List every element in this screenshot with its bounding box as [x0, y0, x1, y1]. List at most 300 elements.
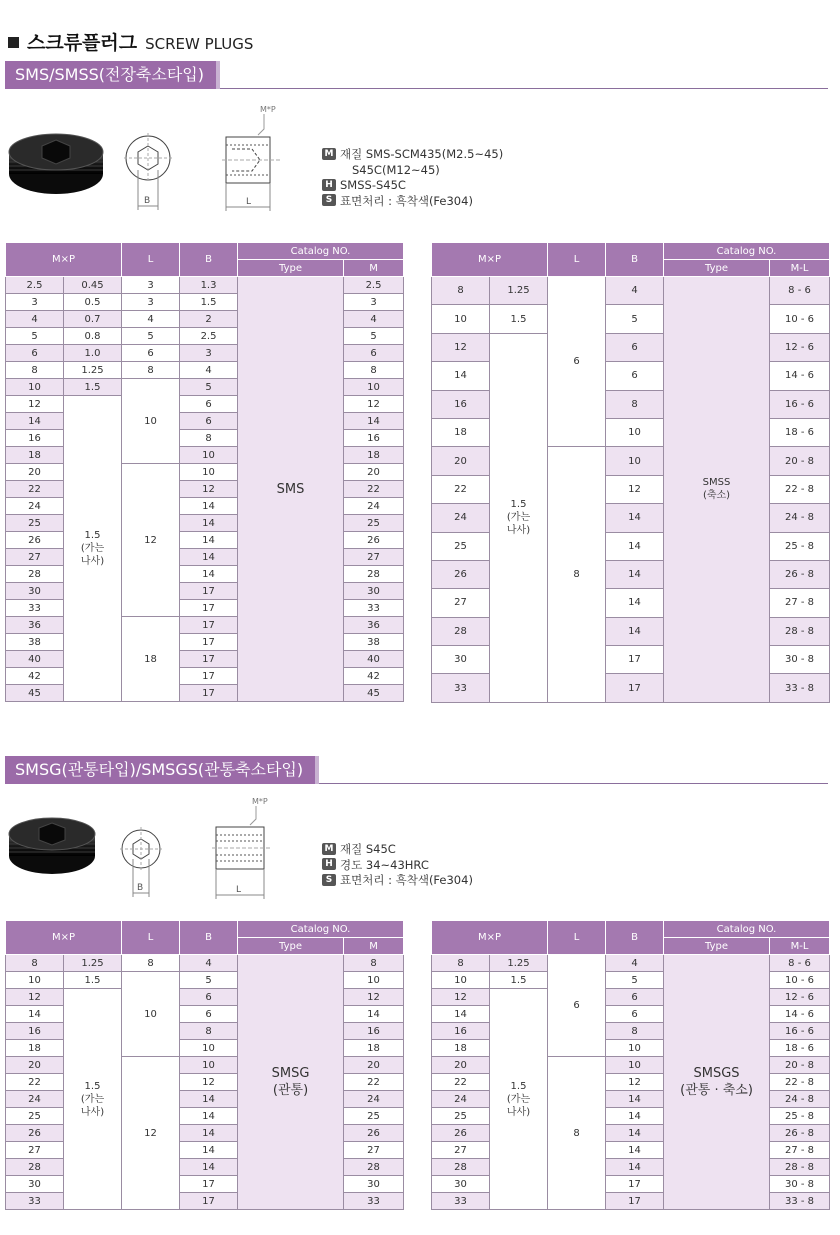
table-row [6, 989, 404, 1006]
cell-b: 6 [606, 333, 664, 361]
cell-m: 8 [6, 955, 64, 972]
cell-m: 10 [6, 379, 64, 396]
cell-catalog: 30 - 8 [770, 646, 830, 674]
col-header-b: B [606, 243, 664, 277]
cell-catalog: 12 [344, 396, 404, 413]
cell-b: 1.5 [180, 294, 238, 311]
section1-spec-list [322, 147, 503, 209]
cell-b: 14 [606, 617, 664, 645]
cell-l: 3 [122, 294, 180, 311]
cell-pitch-group: 1.5 (가는 나사) [64, 396, 122, 702]
section2-label: SMSG(관통타입)/SMSGS(관통축소타입) [5, 756, 315, 784]
cell-m: 22 [432, 1074, 490, 1091]
cell-catalog: 16 [344, 430, 404, 447]
cell-type: SMS [238, 277, 344, 702]
spec-row [322, 194, 503, 210]
cell-b: 14 [180, 515, 238, 532]
cell-b: 14 [180, 566, 238, 583]
material-badge: M [322, 843, 336, 855]
cell-catalog: 33 - 8 [770, 1193, 830, 1210]
cell-b: 10 [606, 447, 664, 475]
spec-row [322, 178, 503, 194]
cell-l: 12 [122, 1057, 180, 1210]
cell-m: 14 [6, 1006, 64, 1023]
cell-l: 4 [122, 311, 180, 328]
cell-b: 12 [180, 481, 238, 498]
cell-catalog: 16 - 6 [770, 1023, 830, 1040]
cell-catalog: 28 [344, 566, 404, 583]
cell-m: 24 [432, 504, 490, 532]
cell-m: 16 [432, 1023, 490, 1040]
cell-catalog: 28 [344, 1159, 404, 1176]
cell-b: 14 [606, 1159, 664, 1176]
cell-b: 8 [606, 390, 664, 418]
cell-catalog: 33 - 8 [770, 674, 830, 702]
cell-m: 24 [6, 1091, 64, 1108]
table-row [432, 972, 830, 989]
material-badge: M [322, 148, 336, 160]
col-header-type: Type [664, 260, 770, 277]
cell-b: 12 [606, 1074, 664, 1091]
cell-b: 6 [606, 1006, 664, 1023]
cell-type: SMSG (관통) [238, 955, 344, 1210]
cell-catalog: 18 - 6 [770, 418, 830, 446]
cell-b: 4 [606, 955, 664, 972]
cell-m: 26 [6, 1125, 64, 1142]
cell-m: 5 [6, 328, 64, 345]
cell-b: 6 [606, 362, 664, 390]
cell-b: 8 [606, 1023, 664, 1040]
cell-m: 22 [6, 1074, 64, 1091]
cell-pitch: 1.25 [64, 955, 122, 972]
table-row [6, 277, 404, 294]
cell-pitch: 1.5 [64, 972, 122, 989]
cell-l: 10 [122, 379, 180, 464]
cell-catalog: 5 [344, 328, 404, 345]
hardness-badge: H [322, 858, 336, 870]
cell-m: 26 [432, 1125, 490, 1142]
title-bullet-icon [8, 37, 19, 48]
cell-m: 24 [432, 1091, 490, 1108]
cell-b: 14 [180, 1125, 238, 1142]
table-row [432, 333, 830, 361]
cell-m: 18 [432, 1040, 490, 1057]
cell-m: 18 [432, 418, 490, 446]
section1-dim-l: L [246, 197, 252, 207]
cell-m: 28 [432, 1159, 490, 1176]
spec-row [322, 842, 473, 858]
cell-catalog: 3 [344, 294, 404, 311]
page-title-english: SCREW PLUGS [145, 35, 254, 53]
cell-catalog: 12 [344, 989, 404, 1006]
cell-m: 27 [432, 589, 490, 617]
surface-badge: S [322, 194, 336, 206]
cell-catalog: 27 [344, 549, 404, 566]
cell-catalog: 30 [344, 1176, 404, 1193]
section1-header [5, 61, 828, 89]
cell-catalog: 14 - 6 [770, 1006, 830, 1023]
table-row [432, 989, 830, 1006]
cell-catalog: 27 - 8 [770, 589, 830, 617]
cell-m: 25 [432, 1108, 490, 1125]
table-row [6, 955, 404, 972]
cell-m: 38 [6, 634, 64, 651]
cell-catalog: 36 [344, 617, 404, 634]
cell-catalog: 26 - 8 [770, 560, 830, 588]
table-row [432, 955, 830, 972]
cell-catalog: 24 [344, 498, 404, 515]
table-row [6, 294, 404, 311]
spec-row [322, 873, 473, 889]
cell-b: 14 [180, 1142, 238, 1159]
cell-b: 17 [606, 646, 664, 674]
table-row [6, 328, 404, 345]
cell-catalog: 25 [344, 1108, 404, 1125]
sms-table [5, 242, 404, 702]
cell-b: 14 [606, 560, 664, 588]
section1-product-photo-icon [6, 128, 106, 196]
cell-m: 30 [432, 646, 490, 674]
cell-b: 14 [180, 1108, 238, 1125]
cell-catalog: 22 - 8 [770, 475, 830, 503]
cell-m: 4 [6, 311, 64, 328]
cell-b: 2.5 [180, 328, 238, 345]
cell-b: 10 [180, 1040, 238, 1057]
cell-catalog: 24 - 8 [770, 1091, 830, 1108]
cell-catalog: 18 [344, 447, 404, 464]
cell-m: 40 [6, 651, 64, 668]
cell-catalog: 8 - 6 [770, 277, 830, 305]
col-header-mp: M×P [6, 921, 122, 955]
cell-l: 6 [122, 345, 180, 362]
section2-front-view-drawing [118, 825, 164, 899]
cell-catalog: 38 [344, 634, 404, 651]
cell-m: 3 [6, 294, 64, 311]
section1-dim-b: B [144, 196, 151, 206]
col-header-catalog: Catalog NO. [664, 921, 830, 938]
col-header-l: L [548, 243, 606, 277]
cell-catalog: 20 - 8 [770, 447, 830, 475]
cell-catalog: 10 [344, 972, 404, 989]
cell-catalog: 40 [344, 651, 404, 668]
col-header-type: Type [238, 938, 344, 955]
section1-side-view-drawing [222, 103, 284, 213]
cell-catalog: 8 [344, 955, 404, 972]
section2-dim-b: B [137, 883, 144, 893]
cell-m: 36 [6, 617, 64, 634]
cell-m: 20 [6, 464, 64, 481]
cell-m: 12 [6, 396, 64, 413]
cell-m: 22 [6, 481, 64, 498]
cell-b: 4 [180, 362, 238, 379]
cell-m: 27 [6, 549, 64, 566]
cell-l: 8 [122, 362, 180, 379]
cell-l: 10 [122, 972, 180, 1057]
cell-catalog: 14 [344, 413, 404, 430]
cell-m: 14 [432, 1006, 490, 1023]
smsg-table [5, 920, 404, 1210]
cell-m: 27 [432, 1142, 490, 1159]
cell-b: 10 [606, 1057, 664, 1074]
cell-m: 8 [432, 277, 490, 305]
cell-b: 1.3 [180, 277, 238, 294]
cell-m: 28 [432, 617, 490, 645]
cell-b: 8 [180, 430, 238, 447]
cell-catalog: 10 - 6 [770, 305, 830, 333]
section2-side-view-drawing [212, 795, 274, 901]
cell-m: 30 [432, 1176, 490, 1193]
cell-b: 5 [180, 379, 238, 396]
cell-b: 14 [180, 1159, 238, 1176]
hardness-badge: H [322, 179, 336, 191]
table-row [432, 277, 830, 305]
cell-b: 17 [180, 583, 238, 600]
cell-b: 17 [180, 617, 238, 634]
cell-catalog: 26 - 8 [770, 1125, 830, 1142]
cell-b: 14 [606, 589, 664, 617]
cell-b: 10 [180, 447, 238, 464]
cell-catalog: 25 - 8 [770, 1108, 830, 1125]
cell-m: 20 [432, 447, 490, 475]
cell-catalog: 33 [344, 600, 404, 617]
cell-m: 8 [6, 362, 64, 379]
cell-b: 12 [606, 475, 664, 503]
cell-catalog: 2.5 [344, 277, 404, 294]
page-title [8, 28, 253, 55]
cell-catalog: 20 - 8 [770, 1057, 830, 1074]
cell-b: 14 [606, 504, 664, 532]
spec-row [322, 163, 503, 179]
cell-m: 12 [432, 333, 490, 361]
cell-b: 17 [180, 1193, 238, 1210]
cell-pitch: 1.5 [64, 379, 122, 396]
col-header-mp: M×P [6, 243, 122, 277]
cell-pitch: 1.25 [490, 955, 548, 972]
cell-pitch: 0.7 [64, 311, 122, 328]
cell-m: 16 [6, 1023, 64, 1040]
cell-m: 22 [432, 475, 490, 503]
cell-catalog: 28 - 8 [770, 1159, 830, 1176]
spec-text: 경도 34~43HRC [340, 857, 429, 872]
cell-pitch-group: 1.5 (가는 나사) [490, 989, 548, 1210]
cell-m: 2.5 [6, 277, 64, 294]
cell-b: 14 [606, 1142, 664, 1159]
spec-text: S45C(M12~45) [352, 162, 440, 177]
table-row [6, 972, 404, 989]
cell-m: 10 [432, 972, 490, 989]
cell-catalog: 22 - 8 [770, 1074, 830, 1091]
cell-m: 10 [432, 305, 490, 333]
cell-m: 45 [6, 685, 64, 702]
cell-catalog: 26 [344, 532, 404, 549]
table-row [432, 305, 830, 333]
cell-catalog: 20 [344, 464, 404, 481]
cell-b: 4 [606, 277, 664, 305]
cell-m: 28 [6, 1159, 64, 1176]
cell-catalog: 45 [344, 685, 404, 702]
cell-m: 14 [6, 413, 64, 430]
smss-table [431, 242, 830, 703]
cell-b: 8 [180, 1023, 238, 1040]
cell-b: 5 [180, 972, 238, 989]
cell-b: 14 [606, 1108, 664, 1125]
cell-m: 30 [6, 1176, 64, 1193]
spec-text: 재질 S45C [340, 842, 396, 856]
cell-m: 20 [6, 1057, 64, 1074]
cell-b: 17 [180, 651, 238, 668]
section1-drawing-mp: M*P [260, 105, 276, 114]
cell-catalog: 42 [344, 668, 404, 685]
cell-m: 20 [432, 1057, 490, 1074]
page-title-korean: 스크류플러그 [27, 32, 138, 54]
cell-catalog: 10 - 6 [770, 972, 830, 989]
spec-text: 표면처리 : 흑착색(Fe304) [340, 873, 473, 887]
cell-catalog: 24 - 8 [770, 504, 830, 532]
col-header-b: B [606, 921, 664, 955]
cell-l: 6 [548, 277, 606, 447]
cell-catalog: 24 [344, 1091, 404, 1108]
cell-b: 6 [180, 413, 238, 430]
cell-m: 33 [6, 1193, 64, 1210]
cell-m: 25 [6, 1108, 64, 1125]
cell-b: 14 [606, 532, 664, 560]
cell-l: 8 [122, 955, 180, 972]
cell-catalog: 16 [344, 1023, 404, 1040]
cell-m: 27 [6, 1142, 64, 1159]
cell-pitch: 0.45 [64, 277, 122, 294]
smsgs-table [431, 920, 830, 1210]
col-header-l: L [548, 921, 606, 955]
cell-b: 14 [606, 1125, 664, 1142]
cell-l: 3 [122, 277, 180, 294]
section2-spec-list [322, 842, 473, 889]
cell-pitch-group: 1.5 (가는 나사) [64, 989, 122, 1210]
cell-pitch: 1.5 [490, 305, 548, 333]
cell-pitch: 0.5 [64, 294, 122, 311]
cell-pitch: 1.25 [490, 277, 548, 305]
cell-b: 2 [180, 311, 238, 328]
spec-text: 표면처리 : 흑착색(Fe304) [340, 193, 473, 208]
cell-catalog: 22 [344, 481, 404, 498]
cell-b: 6 [180, 989, 238, 1006]
table-row [6, 311, 404, 328]
cell-m: 25 [6, 515, 64, 532]
cell-m: 24 [6, 498, 64, 515]
cell-b: 14 [180, 549, 238, 566]
cell-b: 5 [606, 305, 664, 333]
col-header-catalog: Catalog NO. [238, 243, 404, 260]
cell-catalog: 18 - 6 [770, 1040, 830, 1057]
cell-catalog: 12 - 6 [770, 989, 830, 1006]
cell-b: 12 [180, 1074, 238, 1091]
spec-text: SMSS-S45C [340, 178, 406, 192]
cell-catalog: 14 - 6 [770, 362, 830, 390]
cell-m: 14 [432, 362, 490, 390]
cell-b: 10 [180, 1057, 238, 1074]
cell-pitch: 1.5 [490, 972, 548, 989]
cell-m: 12 [432, 989, 490, 1006]
cell-catalog: 20 [344, 1057, 404, 1074]
cell-b: 14 [180, 532, 238, 549]
cell-m: 28 [6, 566, 64, 583]
cell-m: 12 [6, 989, 64, 1006]
cell-m: 10 [6, 972, 64, 989]
cell-m: 33 [432, 1193, 490, 1210]
cell-m: 26 [6, 532, 64, 549]
cell-b: 10 [180, 464, 238, 481]
cell-l: 8 [548, 447, 606, 703]
section1-front-view-drawing [122, 130, 174, 212]
cell-pitch: 0.8 [64, 328, 122, 345]
cell-m: 33 [6, 600, 64, 617]
cell-m: 6 [6, 345, 64, 362]
section2-dim-l: L [236, 885, 242, 895]
col-header-mp: M×P [432, 921, 548, 955]
cell-catalog: 22 [344, 1074, 404, 1091]
cell-catalog: 8 [344, 362, 404, 379]
cell-catalog: 27 [344, 1142, 404, 1159]
col-header-ml: M-L [770, 260, 830, 277]
cell-b: 17 [180, 1176, 238, 1193]
cell-b: 17 [606, 1193, 664, 1210]
cell-l: 5 [122, 328, 180, 345]
col-header-m: M [344, 938, 404, 955]
cell-m: 16 [432, 390, 490, 418]
cell-b: 17 [180, 685, 238, 702]
cell-catalog: 26 [344, 1125, 404, 1142]
cell-b: 14 [180, 498, 238, 515]
cell-b: 17 [180, 634, 238, 651]
cell-catalog: 6 [344, 345, 404, 362]
cell-catalog: 8 - 6 [770, 955, 830, 972]
spec-row [322, 858, 473, 874]
cell-pitch-group: 1.5 (가는 나사) [490, 333, 548, 702]
cell-m: 25 [432, 532, 490, 560]
cell-pitch: 1.25 [64, 362, 122, 379]
cell-catalog: 30 - 8 [770, 1176, 830, 1193]
cell-m: 18 [6, 1040, 64, 1057]
cell-catalog: 33 [344, 1193, 404, 1210]
col-header-l: L [122, 921, 180, 955]
cell-l: 6 [548, 955, 606, 1057]
spec-row [322, 147, 503, 163]
cell-catalog: 18 [344, 1040, 404, 1057]
cell-catalog: 12 - 6 [770, 333, 830, 361]
section2-header [5, 756, 828, 784]
cell-b: 6 [606, 989, 664, 1006]
cell-catalog: 27 - 8 [770, 1142, 830, 1159]
surface-badge: S [322, 874, 336, 886]
col-header-type: Type [238, 260, 344, 277]
col-header-mp: M×P [432, 243, 548, 277]
cell-b: 17 [180, 668, 238, 685]
cell-b: 4 [180, 955, 238, 972]
cell-l: 12 [122, 464, 180, 617]
table-row [6, 345, 404, 362]
cell-pitch: 1.0 [64, 345, 122, 362]
cell-b: 17 [606, 674, 664, 702]
section2-product-photo-icon [6, 812, 98, 876]
table-row [6, 362, 404, 379]
cell-catalog: 25 [344, 515, 404, 532]
section1-label: SMS/SMSS(전장축소타입) [5, 61, 216, 89]
cell-catalog: 4 [344, 311, 404, 328]
cell-m: 26 [432, 560, 490, 588]
cell-m: 8 [432, 955, 490, 972]
cell-l: 18 [122, 617, 180, 702]
cell-m: 33 [432, 674, 490, 702]
cell-catalog: 28 - 8 [770, 617, 830, 645]
